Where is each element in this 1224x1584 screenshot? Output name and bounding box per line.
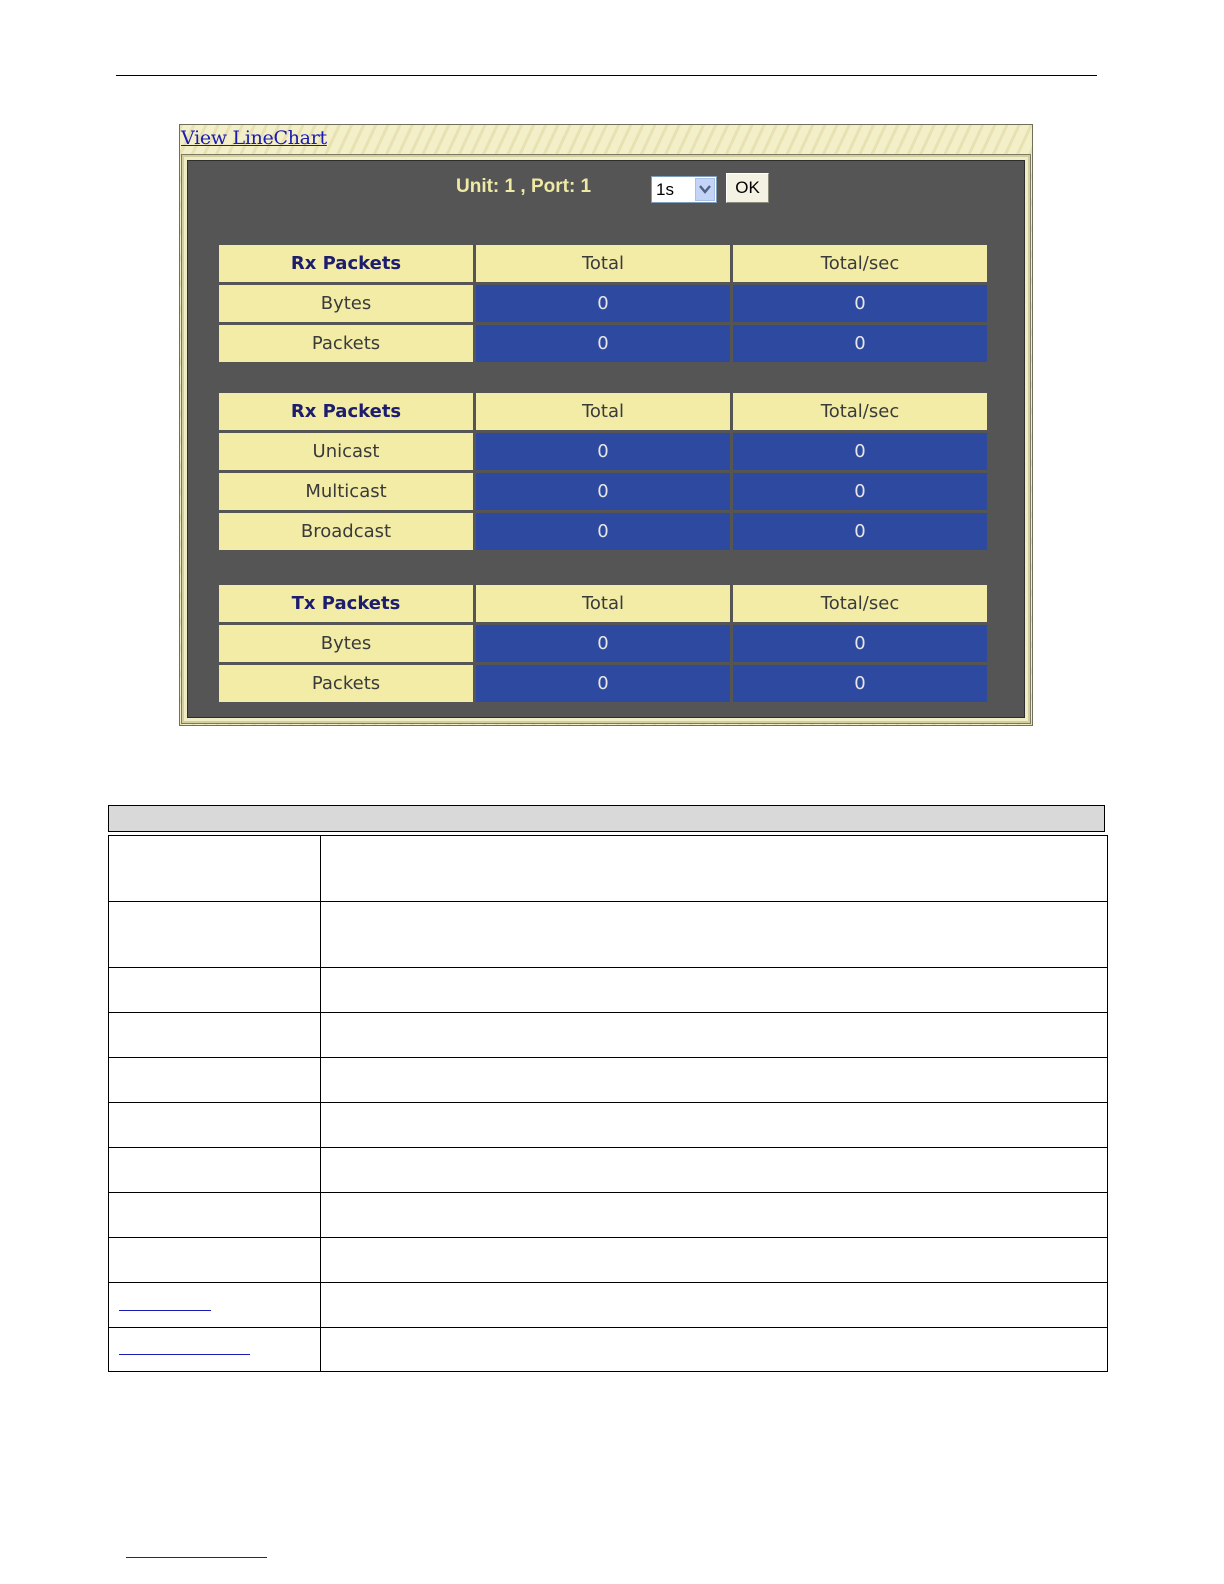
statistics-panel bbox=[187, 160, 1025, 718]
table-row bbox=[109, 968, 1108, 1013]
total-value: 0 bbox=[476, 325, 730, 362]
row-label: Broadcast bbox=[219, 513, 473, 550]
table-header: Rx Packets bbox=[219, 393, 473, 430]
parameter-cell bbox=[109, 1148, 321, 1193]
table-header: Total bbox=[476, 585, 730, 622]
parameter-cell bbox=[109, 1058, 321, 1103]
table-header: Tx Packets bbox=[219, 585, 473, 622]
parameter-cell bbox=[109, 968, 321, 1013]
footer-link[interactable] bbox=[126, 1557, 267, 1558]
row-label: Multicast bbox=[219, 473, 473, 510]
row-label: Bytes bbox=[219, 625, 473, 662]
table-header-row bbox=[219, 585, 987, 622]
table-header: Total/sec bbox=[733, 393, 987, 430]
description-cell bbox=[321, 1058, 1108, 1103]
ok-button[interactable]: OK bbox=[726, 173, 769, 203]
table-row bbox=[219, 433, 987, 470]
parameter-cell bbox=[109, 1328, 321, 1372]
row-label: Bytes bbox=[219, 285, 473, 322]
table-row bbox=[219, 473, 987, 510]
row-label: Unicast bbox=[219, 433, 473, 470]
per-sec-value: 0 bbox=[733, 433, 987, 470]
parameter-cell bbox=[109, 902, 321, 968]
table-header: Total/sec bbox=[733, 585, 987, 622]
description-cell bbox=[321, 1148, 1108, 1193]
parameter-cell bbox=[109, 1238, 321, 1283]
table-row bbox=[219, 625, 987, 662]
table-row bbox=[109, 1283, 1108, 1328]
per-sec-value: 0 bbox=[733, 625, 987, 662]
table-row bbox=[109, 1193, 1108, 1238]
table-row bbox=[219, 665, 987, 702]
total-value: 0 bbox=[476, 285, 730, 322]
table-header-row bbox=[219, 245, 987, 282]
parameter-cell bbox=[109, 1013, 321, 1058]
description-cell bbox=[321, 1328, 1108, 1372]
parameter-cell bbox=[109, 1103, 321, 1148]
per-sec-value: 0 bbox=[733, 285, 987, 322]
total-value: 0 bbox=[476, 625, 730, 662]
total-value: 0 bbox=[476, 433, 730, 470]
table-row bbox=[109, 1103, 1108, 1148]
description-cell bbox=[321, 902, 1108, 968]
description-cell bbox=[321, 836, 1108, 902]
parameter-cell bbox=[109, 1283, 321, 1328]
table-row bbox=[109, 1058, 1108, 1103]
row-label: Packets bbox=[219, 325, 473, 362]
table-row bbox=[219, 325, 987, 362]
per-sec-value: 0 bbox=[733, 473, 987, 510]
interval-select-value: 1s bbox=[656, 180, 674, 199]
parameter-link[interactable] bbox=[119, 1342, 250, 1355]
dropdown-button[interactable] bbox=[695, 178, 715, 201]
per-sec-value: 0 bbox=[733, 325, 987, 362]
table-header: Rx Packets bbox=[219, 245, 473, 282]
parameter-cell bbox=[109, 836, 321, 902]
description-cell bbox=[321, 1193, 1108, 1238]
table-header: Total bbox=[476, 245, 730, 282]
table-header: Total/sec bbox=[733, 245, 987, 282]
page-header-rule bbox=[116, 75, 1097, 76]
description-cell bbox=[321, 1283, 1108, 1328]
total-value: 0 bbox=[476, 665, 730, 702]
total-value: 0 bbox=[476, 513, 730, 550]
parameter-table-title-bar bbox=[108, 805, 1105, 832]
statistics-frame bbox=[182, 155, 1030, 723]
tx-table bbox=[216, 582, 990, 705]
table-row bbox=[219, 285, 987, 322]
interval-select[interactable] bbox=[651, 176, 717, 203]
port-packets-screenshot bbox=[179, 124, 1033, 726]
per-sec-value: 0 bbox=[733, 665, 987, 702]
table-header: Total bbox=[476, 393, 730, 430]
view-linechart-link[interactable]: View LineChart bbox=[181, 127, 327, 149]
table-row bbox=[109, 902, 1108, 968]
parameter-cell bbox=[109, 1193, 321, 1238]
table-row bbox=[219, 513, 987, 550]
rx-cast-table bbox=[216, 390, 990, 553]
description-cell bbox=[321, 968, 1108, 1013]
rx-bytes-table bbox=[216, 242, 990, 365]
row-label: Packets bbox=[219, 665, 473, 702]
per-sec-value: 0 bbox=[733, 513, 987, 550]
description-cell bbox=[321, 1013, 1108, 1058]
table-row bbox=[109, 1013, 1108, 1058]
parameter-table bbox=[108, 835, 1108, 1372]
table-row bbox=[109, 1328, 1108, 1372]
unit-port-label: Unit: 1 , Port: 1 bbox=[456, 176, 592, 197]
parameter-link[interactable] bbox=[119, 1298, 211, 1311]
table-row bbox=[109, 1238, 1108, 1283]
table-header-row bbox=[219, 393, 987, 430]
description-cell bbox=[321, 1103, 1108, 1148]
table-row bbox=[109, 836, 1108, 902]
table-row bbox=[109, 1148, 1108, 1193]
description-cell bbox=[321, 1238, 1108, 1283]
total-value: 0 bbox=[476, 473, 730, 510]
chevron-down-icon bbox=[699, 185, 711, 194]
